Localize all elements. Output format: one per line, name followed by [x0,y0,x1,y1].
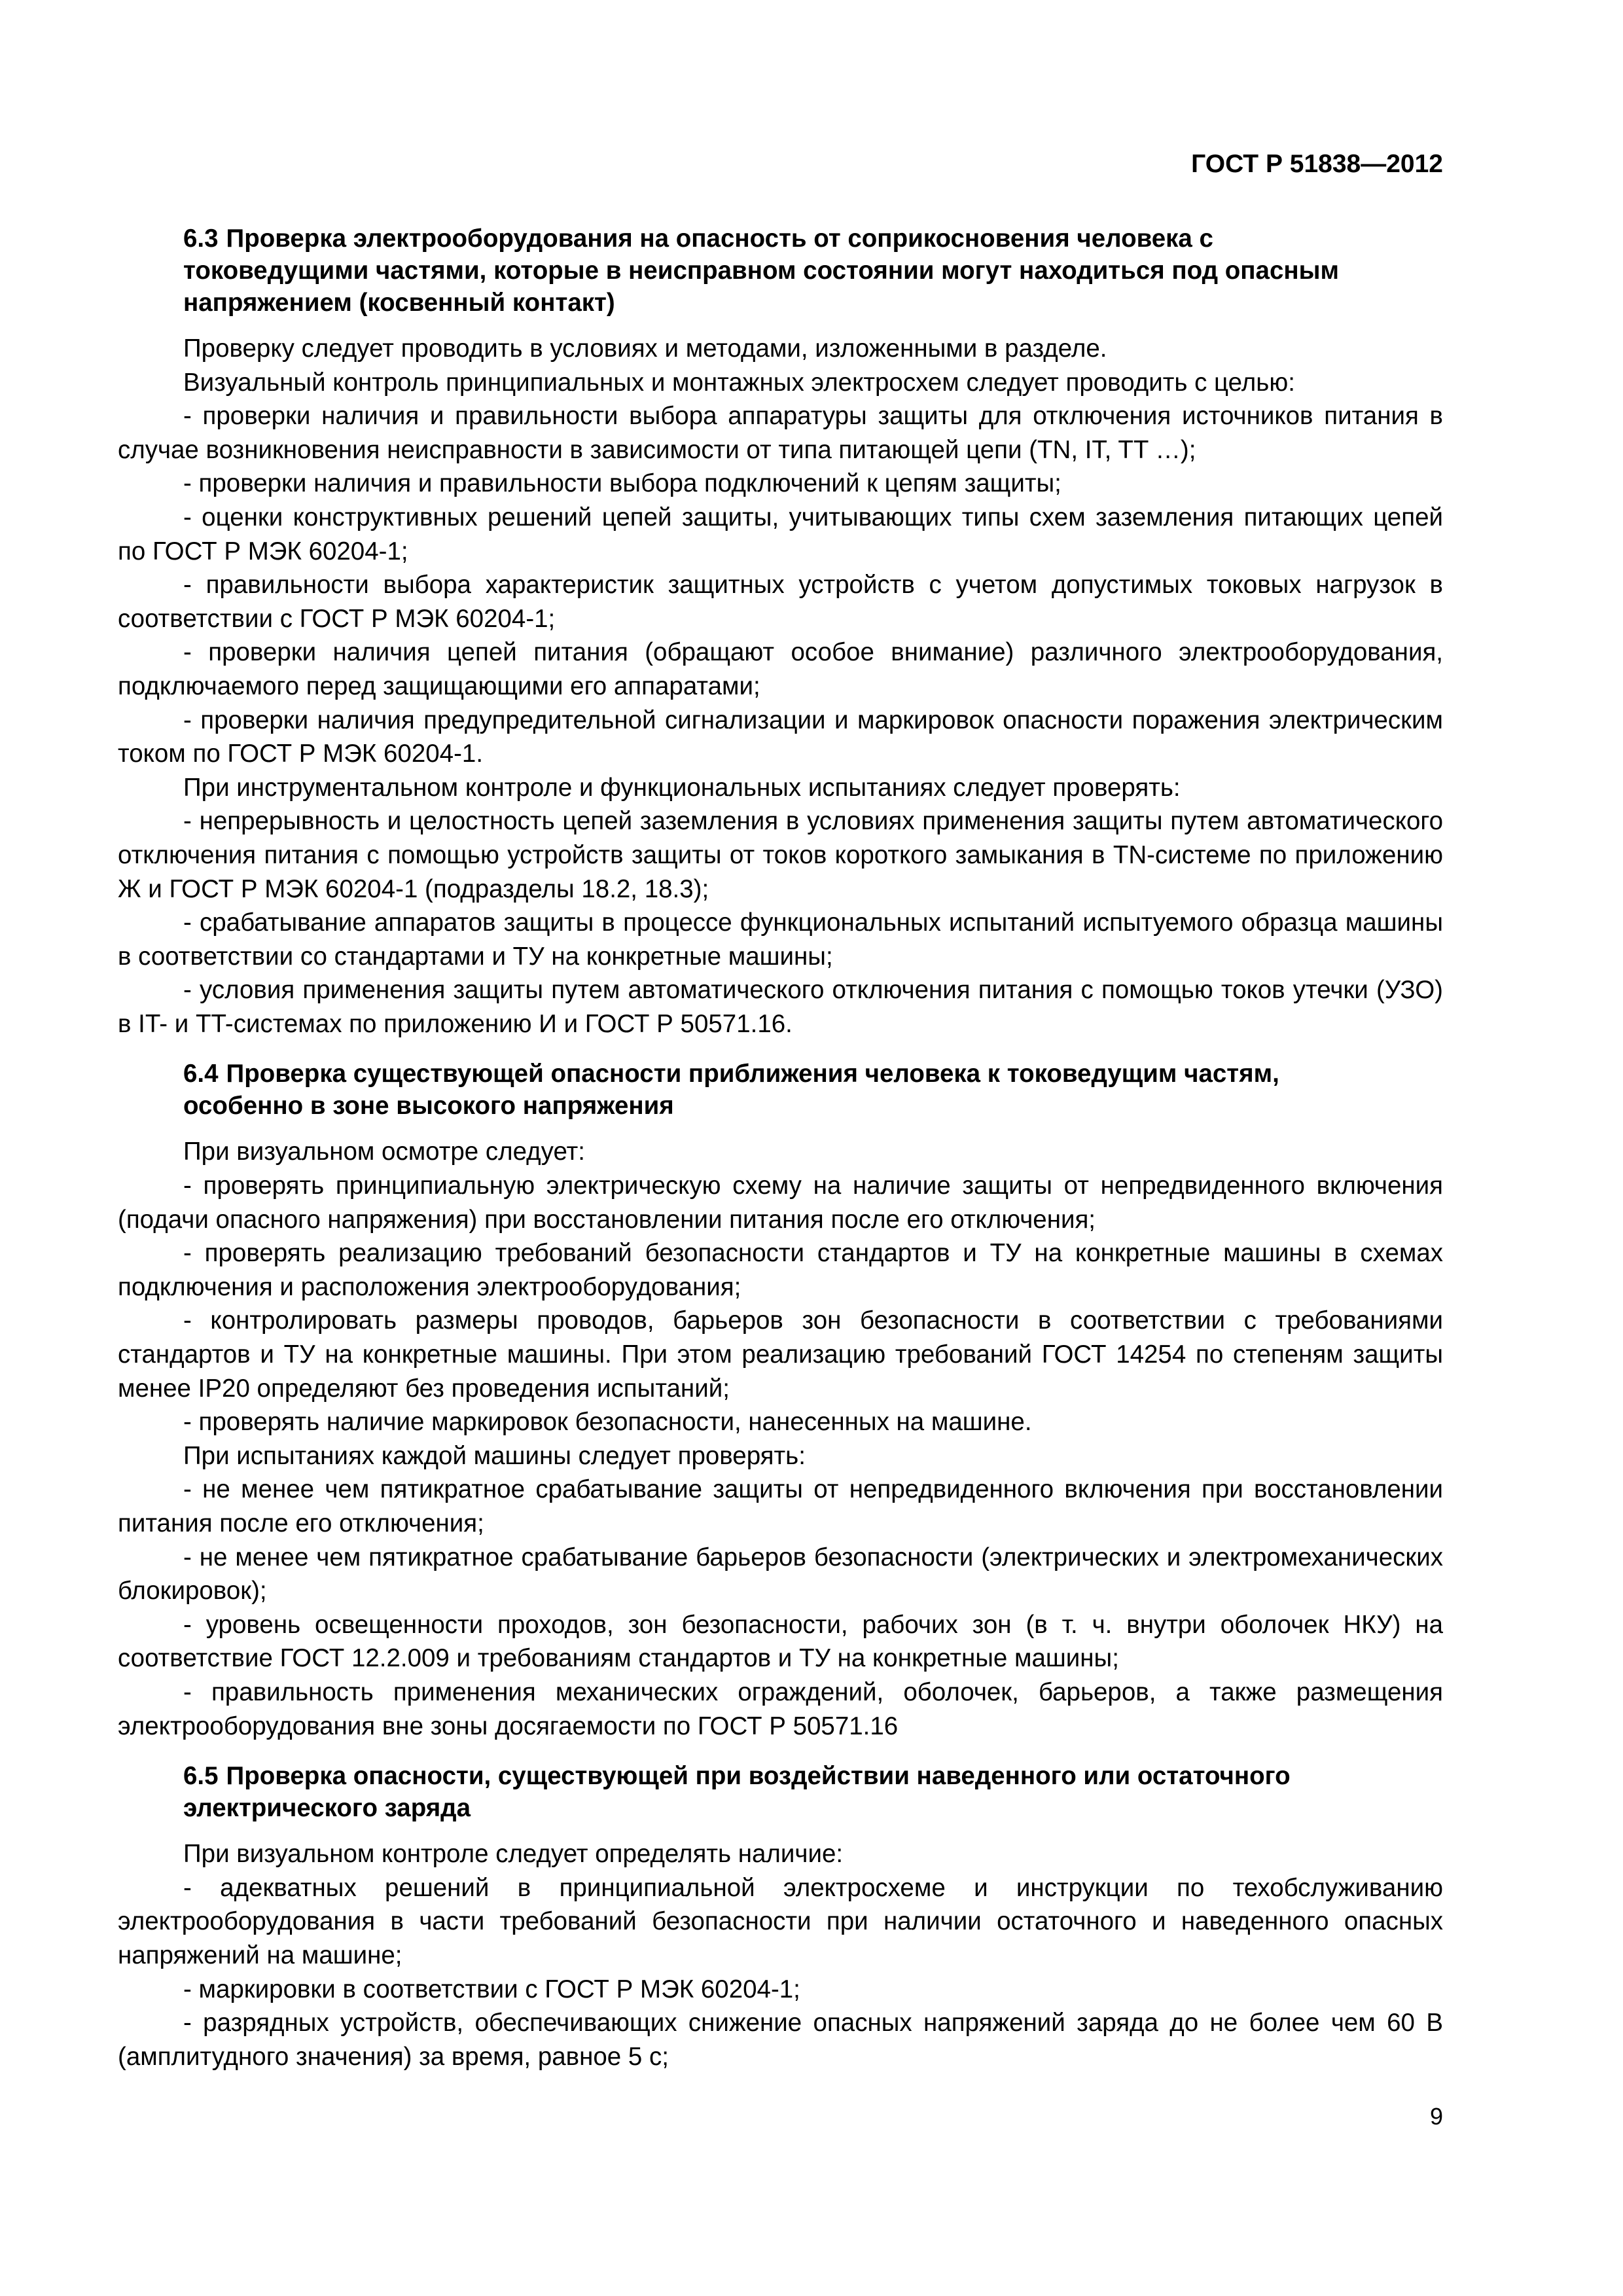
paragraph: При визуальном контроле следует определять наличие: [183,1840,844,1869]
paragraph: При испытаниях каждой машины следует проверять: [183,1441,806,1470]
section-title [118,1058,1443,1122]
paragraph: Проверку следует проводить в условиях и методами, изложенными в разделе. [183,334,1107,363]
document-page [118,0,1443,2296]
list-item: - проверять реализацию требований безопасности стандартов и ТУ на конкретные машины в схемах подключения и расположения электрооборудования; [118,1239,1443,1301]
page-number: 9 [1429,2103,1443,2130]
section-heading: Проверка электрооборудования на опасность от соприкосновения человека с токоведущими частями, которые в неисправном состоянии могут находиться под опасным напряжением (косвенный контакт) [183,224,1339,317]
list-item: - разрядных устройств, обеспечивающих снижение опасных напряжений заряда до не более чем 60 В (амплитудного значения) за время, равное 5 с; [118,2009,1443,2071]
section-6-4 [118,1058,1443,1743]
section-title [118,223,1443,319]
list-item: - оценки конструктивных решений цепей защиты, учитывающих типы схем заземления питающих цепей по ГОСТ Р МЭК 60204-1; [118,503,1443,565]
list-item: - не менее чем пятикратное срабатывание барьеров безопасности (электрических и электромеханических блокировок); [118,1543,1443,1605]
list-item: - непрерывность и целостность цепей заземления в условиях применения защиты путем автоматического отключения питания с помощью устройств защиты от токов короткого замыкания в TN-системе по приложению Ж и ГОСТ Р МЭК 60204-1 (подразделы 18.2, 18.3); [118,807,1443,903]
list-item: - проверять принципиальную электрическую схему на наличие защиты от непредвиденного включения (подачи опасного напряжения) при восстановлении питания после его отключения; [118,1172,1443,1234]
list-item: - проверки наличия и правильности выбора подключений к цепям защиты; [183,469,1061,498]
paragraph: При инструментальном контроле и функциональных испытаниях следует проверять: [183,773,1181,802]
section-number: 6.4 [183,1060,219,1088]
section-number: 6.5 [183,1762,219,1791]
list-item: - проверки наличия цепей питания (обращают особое внимание) различного электрооборудования, подключаемого перед защищающими его аппаратами; [118,638,1443,700]
document-header: ГОСТ Р 51838—2012 [1191,150,1443,178]
paragraph: Визуальный контроль принципиальных и монтажных электросхем следует проводить с целью: [183,368,1295,397]
section-heading: Проверка опасности, существующей при воздействии наведенного или остаточного электрического заряда [183,1762,1291,1823]
list-item: - адекватных решений в принципиальной электросхеме и инструкции по техобслуживанию электрооборудования в части требований безопасности при наличии остаточного и наведенного опасных напряжений на машине; [118,1873,1443,1969]
list-item: - правильности выбора характеристик защитных устройств с учетом допустимых токовых нагрузок в соответствии с ГОСТ Р МЭК 60204-1; [118,571,1443,633]
document-body [118,223,1443,2073]
section-number: 6.3 [183,224,219,253]
list-item: - маркировки в соответствии с ГОСТ Р МЭК 60204-1; [183,1975,800,2003]
list-item: - правильность применения механических ограждений, оболочек, барьеров, а также размещения электрооборудования вне зоны досягаемости по ГОСТ Р 50571.16 [118,1677,1443,1740]
list-item: - проверять наличие маркировок безопасности, нанесенных на машине. [183,1408,1032,1437]
list-item: - проверки наличия предупредительной сигнализации и маркировок опасности поражения электрическим током по ГОСТ Р МЭК 60204-1. [118,706,1443,768]
list-item: - проверки наличия и правильности выбора аппаратуры защиты для отключения источников питания в случае возникновения неисправности в зависимости от типа питающей цепи (TN, IT, TT …); [118,402,1443,464]
section-6-3 [118,223,1443,1041]
list-item: - условия применения защиты путем автоматического отключения питания с помощью токов утечки (УЗО) в IT- и TT-системах по приложению И и ГОСТ Р 50571.16. [118,976,1443,1038]
list-item: - контролировать размеры проводов, барьеров зон безопасности в соответствии с требованиями стандартов и ТУ на конкретные машины. При этом реализацию требований ГОСТ 14254 по степеням защиты менее IP20 определяют без проведения испытаний; [118,1306,1443,1403]
section-heading: Проверка существующей опасности приближения человека к токоведущим частям, особенно в зоне высокого напряжения [183,1060,1279,1121]
section-title [118,1760,1443,1824]
list-item: - уровень освещенности проходов, зон безопасности, рабочих зон (в т. ч. внутри оболочек НКУ) на соответствие ГОСТ 12.2.009 и требованиям стандартов и ТУ на конкретные машины; [118,1610,1443,1673]
list-item: - срабатывание аппаратов защиты в процессе функциональных испытаний испытуемого образца машины в соответствии со стандартами и ТУ на конкретные машины; [118,908,1443,971]
section-6-5 [118,1760,1443,2073]
paragraph: При визуальном осмотре следует: [183,1138,585,1166]
list-item: - не менее чем пятикратное срабатывание защиты от непредвиденного включения при восстановлении питания после его отключения; [118,1475,1443,1537]
